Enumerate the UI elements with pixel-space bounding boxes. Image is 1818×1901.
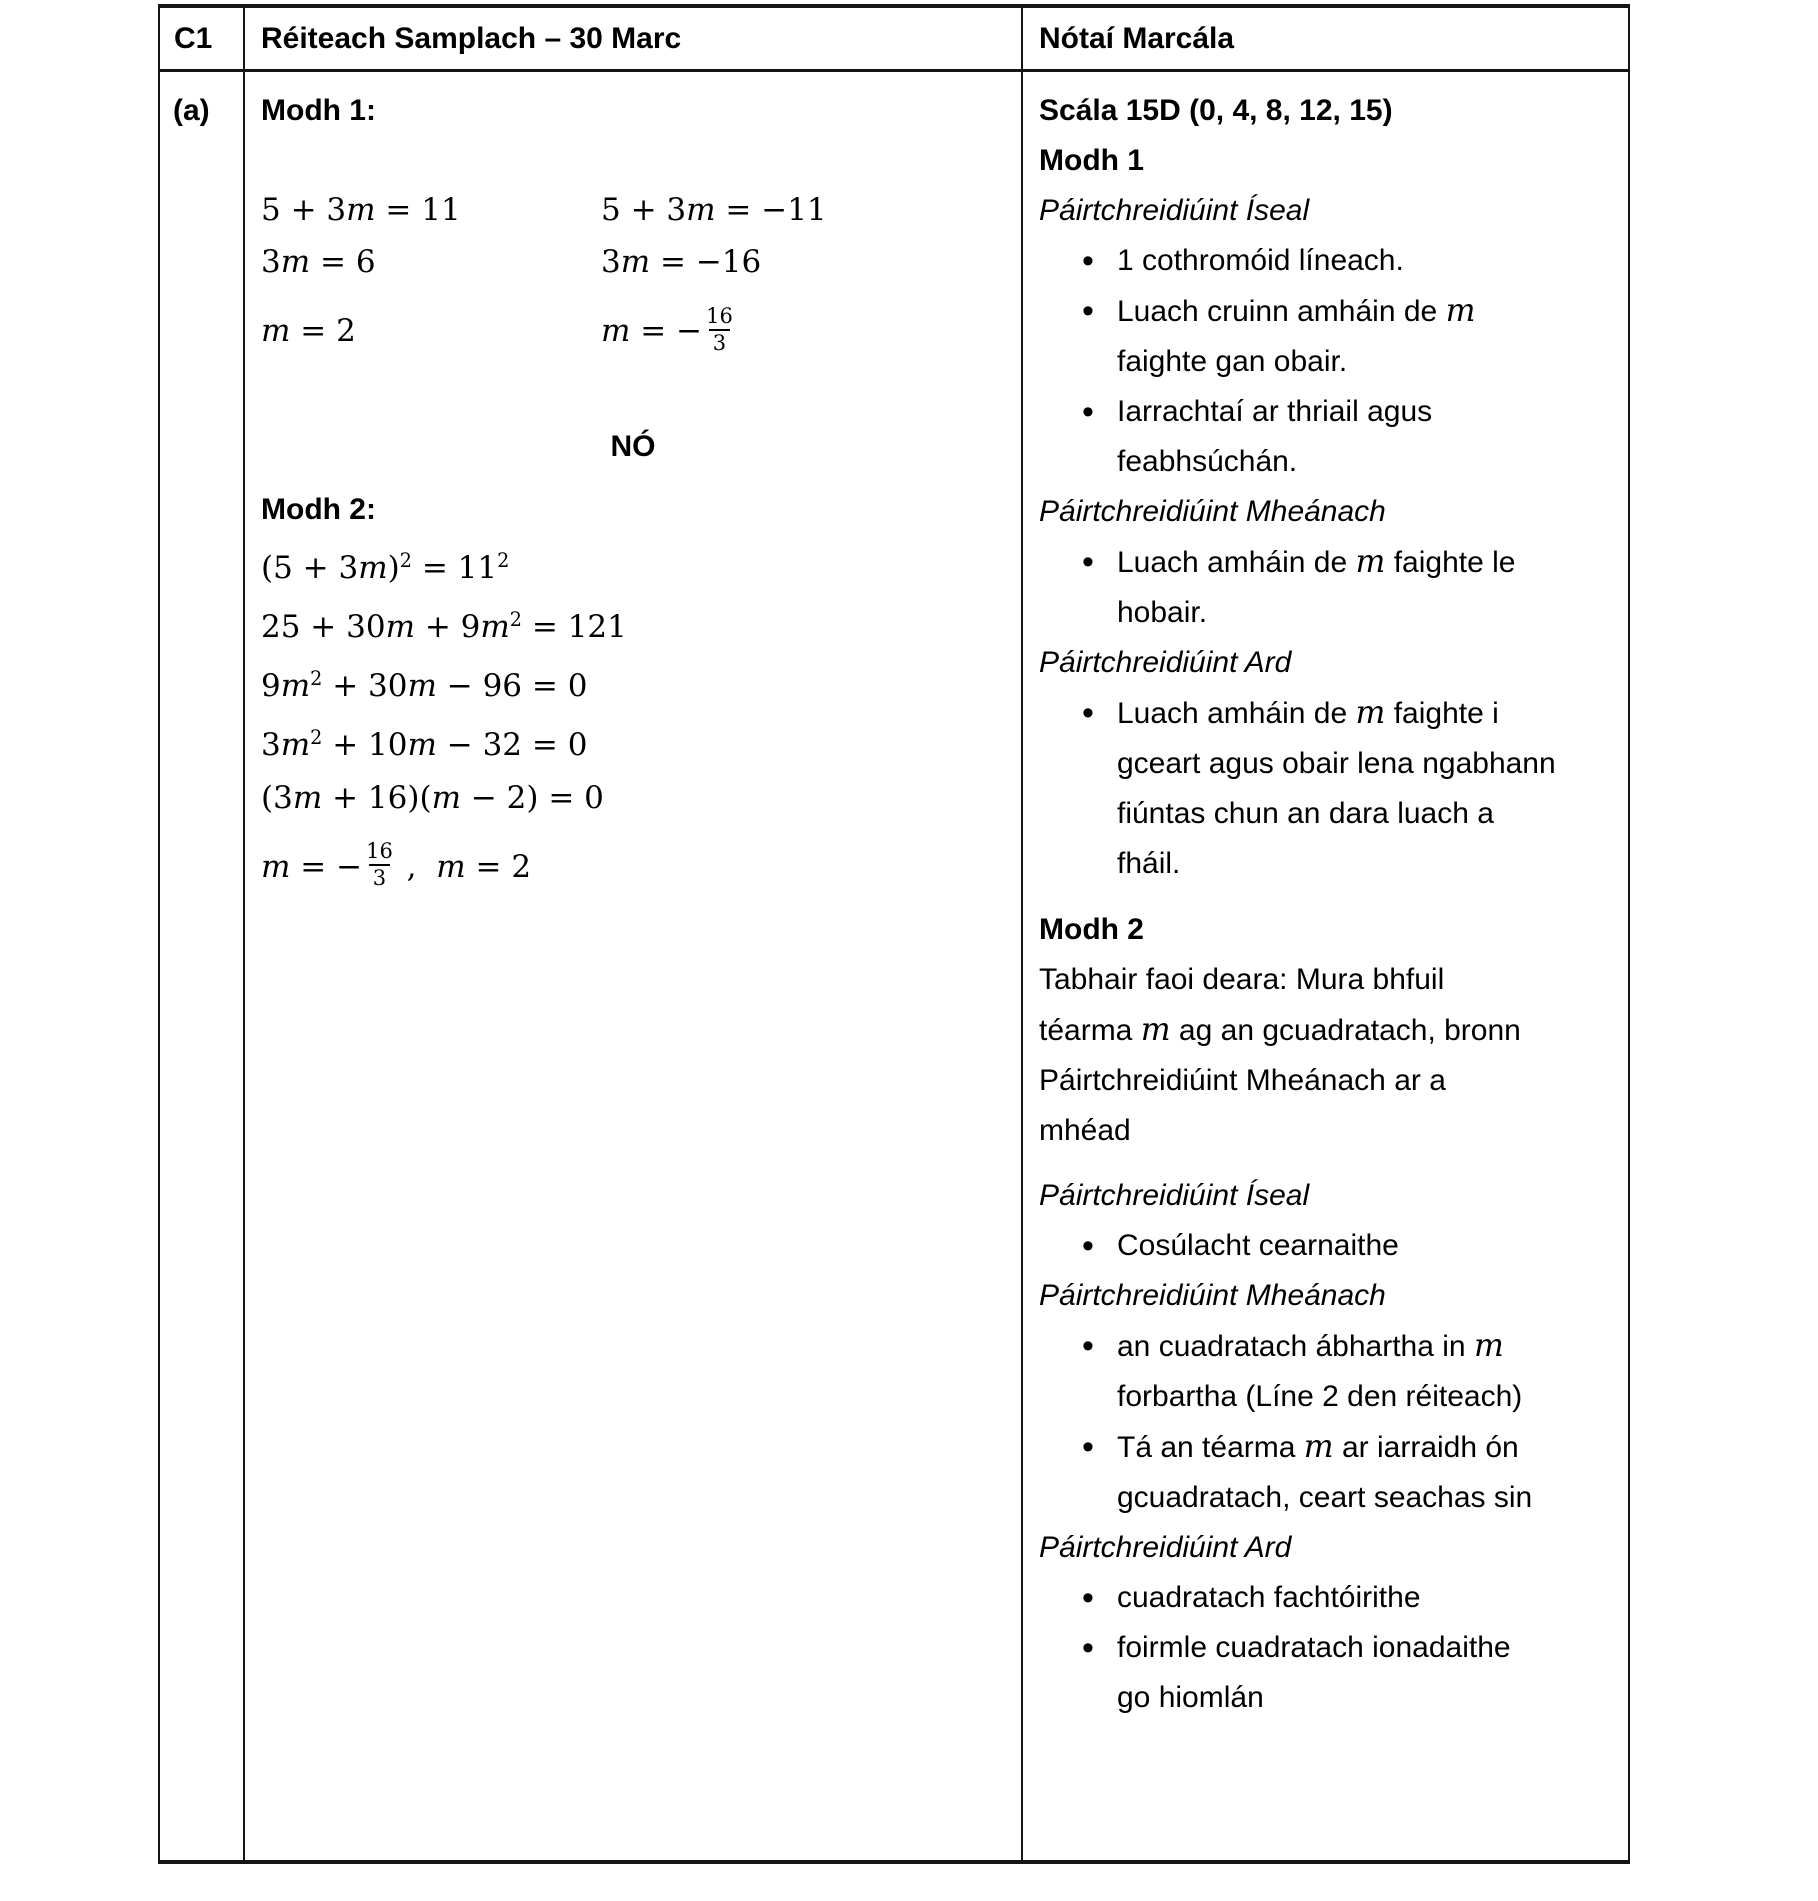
- or-separator: NÓ: [610, 430, 656, 463]
- bullet-item: • Iarrachtaí ar thriail agus feabhsúchán.: [1039, 387, 1608, 487]
- bullet-item: • Cosúlacht cearnaithe: [1039, 1221, 1608, 1271]
- notes-cell: [1023, 72, 1628, 1860]
- notes-method1-heading: Modh 1: [1039, 144, 1144, 177]
- bullet-item: • Luach amháin de m faighte i gceart agus obair lena ngabhann fiúntas chun an dara luach a fháil.: [1039, 688, 1608, 889]
- equation: 5 + 3m = −11: [601, 192, 827, 228]
- method2-equations: [261, 535, 1005, 910]
- bullet-item: • 1 cothromóid líneach.: [1039, 236, 1608, 286]
- partial-credit-mid-heading: Páirtchreidiúint Mheánach: [1039, 495, 1386, 528]
- method1-equations-right: [601, 184, 827, 374]
- part-label: (a): [173, 94, 210, 127]
- math-variable: m: [1445, 293, 1476, 329]
- math-fraction: [362, 839, 397, 891]
- method1-mid-list: [1039, 537, 1608, 638]
- math-variable: m: [407, 727, 437, 764]
- notes-column-label: Nótaí Marcála: [1039, 21, 1235, 55]
- equation: $3m^2 + 10m - 32 = 0$: [261, 726, 588, 764]
- method1-high-list: [1039, 688, 1608, 889]
- math-superscript: 2: [509, 608, 523, 632]
- method2-note-paragraph: Tabhair faoi deara: Mura bhfuil téarma m ag an gcuadratach, bronn Páirtchreidiúint Mheánach ar a mhéad: [1039, 963, 1521, 1147]
- equation: m = − $\frac{16}{3}$: [601, 288, 827, 374]
- math-variable: m: [358, 550, 388, 587]
- math-variable: m: [1473, 1328, 1504, 1364]
- solution-column-label: Réiteach Samplach – 30 Marc: [261, 21, 682, 55]
- math-variable: m: [280, 668, 311, 705]
- marking-scheme-table: [158, 4, 1630, 1864]
- fraction-denominator: 3: [369, 864, 390, 891]
- math-variable: m: [436, 848, 466, 885]
- equation: m = − $\frac{16}{3}$ , m = 2: [261, 839, 532, 891]
- bullet-item: • an cuadratach ábhartha in m forbartha (Líne 2 den réiteach): [1039, 1321, 1608, 1422]
- header-question-number: [160, 8, 245, 72]
- fraction-numerator: 16: [706, 303, 733, 328]
- bullet-item: • foirmle cuadratach ionadaithe go hiomlán: [1039, 1623, 1608, 1723]
- math-variable: m: [261, 848, 291, 885]
- math-superscript: 2: [310, 726, 323, 750]
- math-variable: m: [346, 192, 376, 228]
- math-superscript: 2: [310, 667, 323, 691]
- equation: 5 + 3m = 11: [261, 192, 461, 228]
- partial-credit-mid-heading-2: Páirtchreidiúint Mheánach: [1039, 1279, 1386, 1312]
- math-variable: m: [280, 244, 311, 280]
- equation: (3m + 16)(m − 2) = 0: [261, 779, 604, 816]
- equation: 3m = 6: [261, 244, 376, 280]
- bullet-item: • Luach cruinn amháin de m faighte gan obair.: [1039, 286, 1608, 387]
- method2-heading: Modh 2:: [261, 493, 376, 526]
- method2-low-list: [1039, 1221, 1608, 1271]
- header-solution-column: [245, 8, 1023, 72]
- equation: $(5 + 3m)^2 = 11^2$: [261, 549, 510, 587]
- math-variable: m: [292, 779, 323, 816]
- equation: $25 + 30m + 9m^2 = 121$: [261, 608, 627, 646]
- question-number-label: C1: [174, 21, 213, 55]
- method2-mid-list: [1039, 1321, 1608, 1523]
- math-variable: m: [601, 313, 631, 349]
- row-part-cell: [160, 72, 245, 1860]
- method2-high-list: [1039, 1573, 1608, 1723]
- math-variable: m: [1355, 695, 1386, 731]
- notes-method2-heading: Modh 2: [1039, 913, 1144, 946]
- method1-equations-left: [261, 184, 601, 374]
- partial-credit-low-heading-2: Páirtchreidiúint Íseal: [1039, 1179, 1310, 1212]
- header-notes-column: [1023, 8, 1628, 72]
- math-variable: m: [1355, 544, 1386, 580]
- math-variable: m: [1303, 1429, 1334, 1465]
- math-variable: m: [431, 779, 461, 816]
- partial-credit-low-heading: Páirtchreidiúint Íseal: [1039, 194, 1310, 227]
- math-variable: m: [1140, 1012, 1171, 1048]
- bullet-item: • Tá an téarma m ar iarraidh ón gcuadratach, ceart seachas sin: [1039, 1422, 1608, 1523]
- math-variable: m: [280, 727, 311, 764]
- method1-heading: Modh 1:: [261, 94, 376, 127]
- method1-equations: [261, 184, 1005, 374]
- solution-cell: [245, 72, 1023, 1860]
- math-variable: m: [620, 244, 651, 280]
- fraction-denominator: 3: [709, 329, 730, 356]
- math-superscript: 2: [399, 549, 412, 572]
- equation: $9m^2 + 30m - 96 = 0$: [261, 667, 588, 705]
- math-variable: m: [385, 609, 415, 646]
- math-superscript: 2: [497, 549, 510, 572]
- bullet-item: • cuadratach fachtóirithe: [1039, 1573, 1608, 1623]
- math-variable: m: [261, 313, 291, 349]
- math-variable: m: [480, 609, 510, 646]
- partial-credit-high-heading-2: Páirtchreidiúint Ard: [1039, 1531, 1292, 1564]
- equation: m = 2: [261, 313, 356, 349]
- scale-heading: Scála 15D (0, 4, 8, 12, 15): [1039, 94, 1393, 127]
- fraction-numerator: 16: [366, 839, 393, 864]
- bullet-item: • Luach amháin de m faighte le hobair.: [1039, 537, 1608, 638]
- math-variable: m: [686, 192, 716, 228]
- equation: 3m = −16: [601, 244, 762, 280]
- partial-credit-high-heading: Páirtchreidiúint Ard: [1039, 646, 1292, 679]
- math-variable: m: [407, 668, 437, 705]
- method1-low-list: [1039, 236, 1608, 487]
- math-fraction: [702, 304, 737, 356]
